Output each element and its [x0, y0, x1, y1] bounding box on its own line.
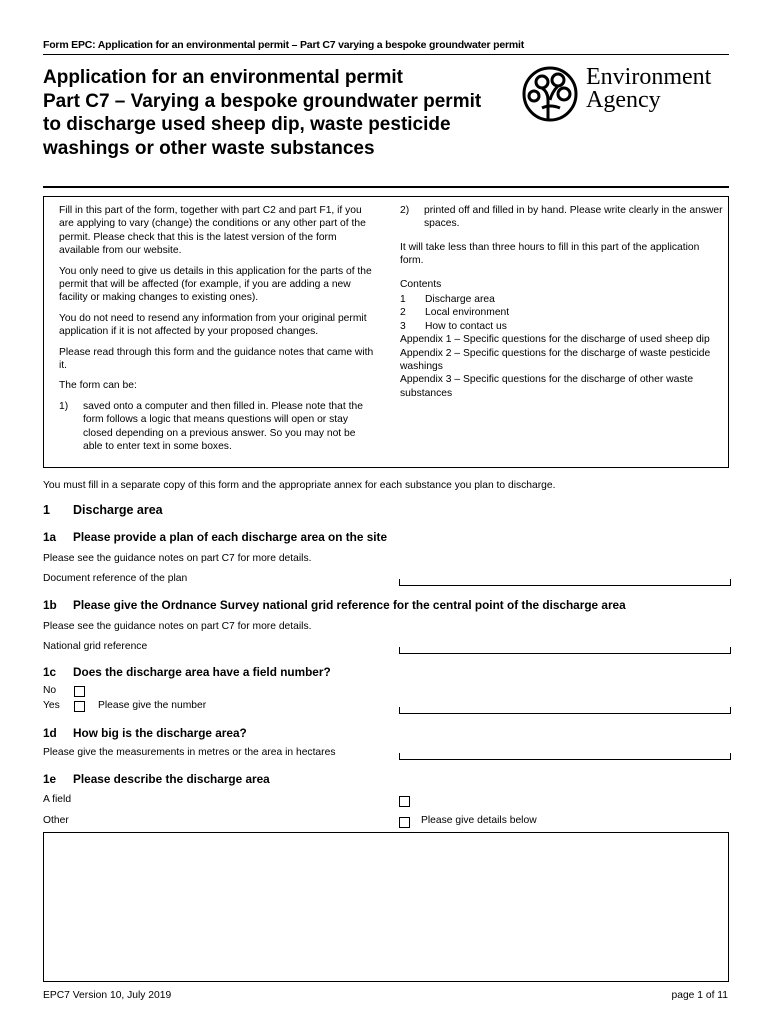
list-item-number: 1): [59, 400, 69, 412]
question-title: Please describe the discharge area: [73, 772, 270, 786]
intro-paragraph: You only need to give us details in this application for the parts of the permit that will be affected (for example, if you are adding a new facility or making changes to existing ones).: [59, 265, 372, 304]
contents-item-number: 2: [400, 307, 406, 319]
question-heading-1a: [43, 530, 387, 544]
list-item: [59, 400, 377, 454]
appendix-item[interactable]: Appendix 3 – Specific questions for the discharge of other waste substances: [400, 374, 694, 399]
title-line-2: Part C7 – Varying a bespoke groundwater permit: [43, 90, 482, 112]
title-divider: [43, 186, 729, 188]
list-item-number: 2): [400, 205, 410, 216]
no-checkbox[interactable]: [74, 686, 85, 697]
appendix-item[interactable]: Appendix 2 – Specific questions for the discharge of waste pesticide washings: [400, 347, 711, 373]
field-prompt: Please give details below: [421, 815, 537, 826]
contents-item-number: 1: [400, 294, 406, 306]
question-heading-1d: [43, 726, 247, 740]
question-heading-1e: [43, 772, 270, 786]
question-heading-1c: [43, 665, 331, 679]
other-details-textarea[interactable]: [43, 832, 729, 982]
option-label-yes: Yes: [43, 700, 60, 711]
contents-item[interactable]: [400, 306, 725, 319]
section-number: 1: [43, 503, 50, 517]
logo-line-2: Agency: [586, 87, 661, 113]
yes-checkbox[interactable]: [74, 701, 85, 712]
field-prompt: Please give the number: [98, 700, 207, 711]
guidance-text: Please see the guidance notes on part C7 for more details.: [43, 553, 312, 564]
title-line-1: Application for an environmental permit: [43, 67, 403, 88]
form-header: Form EPC: Application for an environmental permit – Part C7 varying a bespoke groundwater permit: [43, 39, 525, 51]
list-item: [400, 204, 725, 231]
question-title: How big is the discharge area?: [73, 726, 247, 740]
environment-agency-tree-logo-icon: [520, 64, 582, 124]
field-number-input[interactable]: [399, 707, 731, 714]
separate-copy-note: You must fill in a separate copy of this form and the appropriate annex for each substance you plan to discharge.: [43, 480, 556, 491]
title-line-3: to discharge used sheep dip, waste pesticide: [43, 114, 451, 135]
intro-paragraph: Fill in this part of the form, together with part C2 and part F1, if you are applying to vary (change) the conditions or any other part of the permit. Please check that this is the latest version of the form available from our website.: [59, 205, 366, 257]
field-label: Document reference of the plan: [43, 573, 188, 584]
contents-heading: Contents: [400, 278, 442, 290]
question-number: 1a: [43, 530, 57, 544]
section-title: Discharge area: [73, 503, 163, 517]
page-title: [43, 66, 513, 160]
contents-item[interactable]: [400, 320, 725, 333]
question-title: Does the discharge area have a field number?: [73, 665, 331, 679]
field-label: National grid reference: [43, 641, 148, 652]
section-heading: [43, 503, 163, 517]
option-label-field: A field: [43, 794, 72, 805]
contents-item-label: Local environment: [425, 307, 510, 319]
contents-item-label: How to contact us: [425, 320, 507, 332]
question-number: 1c: [43, 665, 57, 679]
option-label-other: Other: [43, 815, 69, 826]
intro-paragraph: Please read through this form and the guidance notes that came with it.: [59, 346, 374, 372]
intro-paragraph: You do not need to resend any information from your original permit application if it is not affected by your proposed changes.: [59, 312, 367, 338]
footer-version: EPC7 Version 10, July 2019: [43, 990, 172, 1001]
question-title: Please give the Ordnance Survey national grid reference for the central point of the discharge area: [73, 598, 626, 612]
appendix-item[interactable]: Appendix 1 – Specific questions for the discharge of used sheep dip: [400, 334, 710, 346]
question-number: 1b: [43, 598, 57, 612]
question-title: Please provide a plan of each discharge area on the site: [73, 530, 388, 544]
guidance-text: Please see the guidance notes on part C7 for more details.: [43, 621, 312, 632]
question-number: 1d: [43, 726, 57, 740]
header-divider: [43, 54, 729, 55]
field-prompt: Please give the measurements in metres or the area in hectares: [43, 747, 336, 758]
other-checkbox[interactable]: [399, 817, 410, 828]
intro-left-column: [59, 204, 377, 454]
option-label-no: No: [43, 685, 57, 696]
a-field-checkbox[interactable]: [399, 796, 410, 807]
list-item-text: saved onto a computer and then filled in. Please note that the form follows a logic that means questions will open or stay closed depending on a previous answer. So you may not be able to enter text in some boxes.: [83, 400, 363, 453]
grid-reference-field[interactable]: [399, 647, 731, 654]
contents-item[interactable]: [400, 293, 725, 306]
question-heading-1b: [43, 598, 626, 612]
list-item-text: printed off and filled in by hand. Please write clearly in the answer spaces.: [424, 205, 723, 230]
logo-wordmark: [586, 66, 711, 112]
time-estimate: It will take less than three hours to fill in this part of the application form.: [400, 241, 700, 267]
title-line-4: washings or other waste substances: [43, 137, 375, 159]
logo-line-1: Environment: [586, 64, 712, 90]
contents-item-number: 3: [400, 320, 406, 332]
contents-item-label: Discharge area: [425, 294, 495, 306]
intro-right-column: [400, 204, 725, 400]
discharge-area-size-field[interactable]: [399, 753, 731, 760]
intro-paragraph: The form can be:: [59, 380, 137, 392]
footer-page-number: page 1 of 11: [671, 990, 728, 1001]
question-number: 1e: [43, 772, 57, 786]
document-reference-field[interactable]: [399, 579, 731, 586]
